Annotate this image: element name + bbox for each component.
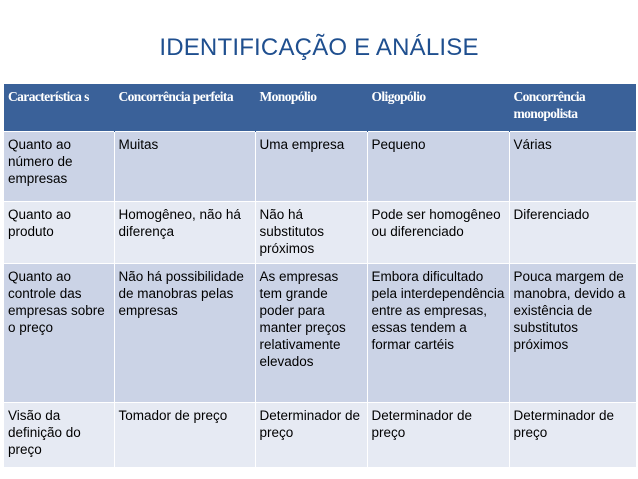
table-cell: Embora dificultado pela interdependência entre as empresas, essas tendem a formar cartéis [367, 264, 509, 403]
table-cell: Várias [509, 132, 636, 202]
table-cell: Quanto ao produto [4, 202, 114, 264]
table-cell: As empresas tem grande poder para manter preços relativamente elevados [255, 264, 367, 403]
table-cell: Determinador de preço [255, 403, 367, 467]
comparison-table [4, 84, 636, 467]
table-row [4, 132, 636, 202]
table-cell: Tomador de preço [114, 403, 255, 467]
table-cell: Visão da definição do preço [4, 403, 114, 467]
table-cell: Determinador de preço [509, 403, 636, 467]
table-cell: Não há substitutos próximos [255, 202, 367, 264]
table-cell: Diferenciado [509, 202, 636, 264]
table-row [4, 202, 636, 264]
table-cell: Determinador de preço [367, 403, 509, 467]
slide-title: IDENTIFICAÇÃO E ANÁLISE [159, 34, 479, 61]
header-characteristics: Característica s [4, 84, 114, 132]
table-cell: Quanto ao controle das empresas sobre o preço [4, 264, 114, 403]
table-row [4, 403, 636, 467]
table-cell: Uma empresa [255, 132, 367, 202]
table-cell: Quanto ao número de empresas [4, 132, 114, 202]
table-header-row [4, 84, 636, 132]
header-perfect-competition: Concorrência perfeita [114, 84, 255, 132]
header-monopoly: Monopólio [255, 84, 367, 132]
header-monopolistic-competition: Concorrência monopolista [509, 84, 636, 132]
table-row [4, 264, 636, 403]
table-cell: Muitas [114, 132, 255, 202]
table-cell: Pouca margem de manobra, devido a existência de substitutos próximos [509, 264, 636, 403]
table-cell: Não há possibilidade de manobras pelas empresas [114, 264, 255, 403]
table-cell: Homogêneo, não há diferença [114, 202, 255, 264]
table-cell: Pode ser homogêneo ou diferenciado [367, 202, 509, 264]
header-oligopoly: Oligopólio [367, 84, 509, 132]
table-cell: Pequeno [367, 132, 509, 202]
